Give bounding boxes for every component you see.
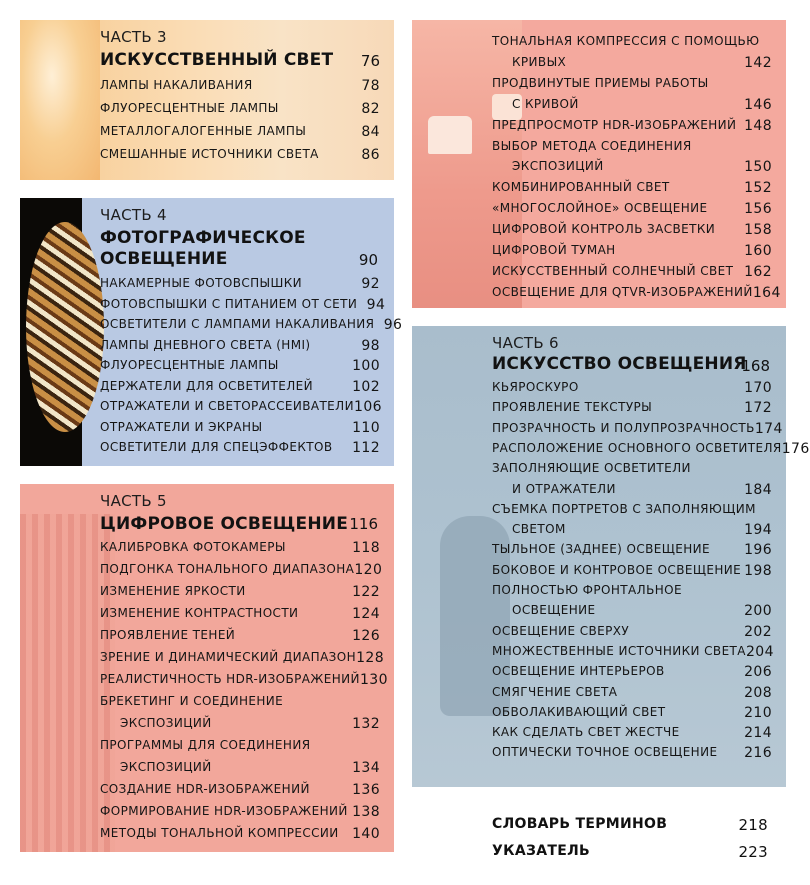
lamp-shade xyxy=(428,116,472,154)
toc-entry-page: 78 xyxy=(361,78,380,94)
part5-page: 116 xyxy=(349,515,378,533)
toc-entry-page: 206 xyxy=(744,664,772,681)
toc-entry-page: 126 xyxy=(352,628,380,644)
toc-entry-page: 92 xyxy=(361,276,380,292)
toc-entry-label: ОПТИЧЕСКИ ТОЧНОЕ ОСВЕЩЕНИЕ xyxy=(492,745,718,760)
toc-entry-page xyxy=(352,694,380,708)
part4-panel xyxy=(20,198,403,466)
toc-entry xyxy=(492,745,772,761)
part6-label: ЧАСТЬ 6 xyxy=(492,334,559,352)
toc-entry xyxy=(100,420,380,436)
toc-entry xyxy=(100,628,380,644)
backmatter-entry xyxy=(492,816,768,834)
part4-title-line1: ФОТОГРАФИЧЕСКОЕ xyxy=(100,228,306,248)
toc-entry-page: 196 xyxy=(744,542,772,559)
toc-entry xyxy=(492,725,772,741)
toc-entry-label: СЪЕМКА ПОРТРЕТОВ С ЗАПОЛНЯЮЩИМ xyxy=(492,501,756,516)
toc-entry-label: ФОТОВСПЫШКИ С ПИТАНИЕМ ОТ СЕТИ xyxy=(100,296,358,311)
toc-entry-page: 130 xyxy=(359,672,388,688)
toc-entry-page: 156 xyxy=(744,201,772,218)
toc-entry-page: 142 xyxy=(744,54,772,71)
toc-entry-page xyxy=(744,461,772,475)
toc-entry-label: ВЫБОР МЕТОДА СОЕДИНЕНИЯ xyxy=(492,138,692,153)
toc-entry xyxy=(492,624,772,640)
toc-entry-page: 210 xyxy=(744,704,772,721)
toc-entry-page: 128 xyxy=(356,650,385,666)
toc-entry-page: 174 xyxy=(754,420,783,437)
toc-entry-page: 138 xyxy=(352,804,380,820)
toc-entry xyxy=(492,97,772,113)
toc-entry-page: 214 xyxy=(744,725,772,742)
toc-entry-label: ЛАМПЫ НАКАЛИВАНИЯ xyxy=(100,78,253,92)
toc-entry-label: ЭКСПОЗИЦИЙ xyxy=(120,760,212,774)
toc-entry xyxy=(100,399,380,415)
toc-entry xyxy=(492,400,772,416)
part3-page: 76 xyxy=(360,52,380,70)
toc-entry-page: 132 xyxy=(352,716,380,732)
toc-entry-page: 150 xyxy=(744,159,772,176)
toc-entry-page: 198 xyxy=(744,562,772,579)
part6-panel xyxy=(412,326,810,787)
toc-entry xyxy=(492,705,772,721)
toc-entry-label: ОТРАЖАТЕЛИ И ЭКРАНЫ xyxy=(100,419,263,434)
toc-entry xyxy=(100,760,380,776)
toc-entry xyxy=(492,180,772,196)
toc-entry xyxy=(100,101,380,117)
toc-entry-page: 98 xyxy=(361,337,380,354)
toc-entry-page: 200 xyxy=(744,603,772,620)
toc-entry-label: СОЗДАНИЕ HDR-ИЗОБРАЖЕНИЙ xyxy=(100,782,310,796)
toc-entry-label: БРЕКЕТИНГ И СОЕДИНЕНИЕ xyxy=(100,694,284,708)
toc-entry-label: МЕТОДЫ ТОНАЛЬНОЙ КОМПРЕССИИ xyxy=(100,826,339,840)
part4-title-line2: ОСВЕЩЕНИЕ xyxy=(100,249,228,269)
toc-entry-label: ОСВЕТИТЕЛИ С ЛАМПАМИ НАКАЛИВАНИЯ xyxy=(100,317,375,331)
part5-panel xyxy=(20,484,394,852)
toc-entry-page: 148 xyxy=(744,117,772,134)
toc-entry-label: СМЯГЧЕНИЕ СВЕТА xyxy=(492,684,618,699)
toc-entry-label: ЗАПОЛНЯЮЩИЕ ОСВЕТИТЕЛИ xyxy=(492,461,691,476)
toc-entry xyxy=(492,380,772,396)
toc-entry xyxy=(100,672,388,688)
toc-entry-page: 140 xyxy=(352,826,380,842)
toc-entry-label: ФЛУОРЕСЦЕНТНЫЕ ЛАМПЫ xyxy=(100,101,279,115)
toc-entry-label: «МНОГОСЛОЙНОЕ» ОСВЕЩЕНИЕ xyxy=(492,201,708,216)
toc-entry xyxy=(100,296,386,313)
toc-entry-page: 172 xyxy=(744,400,772,417)
toc-entry-label: ОБВОЛАКИВАЮЩИЙ СВЕТ xyxy=(492,704,666,719)
toc-entry xyxy=(492,583,772,597)
toc-entry-label: РЕАЛИСТИЧНОСТЬ HDR-ИЗОБРАЖЕНИЙ xyxy=(100,672,360,686)
toc-entry-label: ФОРМИРОВАНИЕ HDR-ИЗОБРАЖЕНИЙ xyxy=(100,804,348,818)
toc-entry xyxy=(492,139,772,153)
toc-entry-page: 118 xyxy=(352,540,380,556)
toc-entry xyxy=(492,603,772,619)
toc-entry-label: ОСВЕЩЕНИЕ xyxy=(512,603,596,618)
part6-page: 168 xyxy=(741,357,770,375)
toc-entry-page: 146 xyxy=(744,96,772,113)
part3-lamp-photo xyxy=(20,20,100,180)
toc-entry xyxy=(492,461,772,475)
toc-entry-label: КАК СДЕЛАТЬ СВЕТ ЖЕСТЧЕ xyxy=(492,725,680,740)
toc-entry-page: 124 xyxy=(352,606,380,622)
toc-entry-label: ПРОЗРАЧНОСТЬ И ПОЛУПРОЗРАЧНОСТЬ xyxy=(492,420,755,435)
part4-label: ЧАСТЬ 4 xyxy=(100,206,167,224)
toc-entry-label: СМЕШАННЫЕ ИСТОЧНИКИ СВЕТА xyxy=(100,147,319,161)
toc-entry-page: 204 xyxy=(745,643,774,660)
toc-entry-label: ПРОДВИНУТЫЕ ПРИЕМЫ РАБОТЫ xyxy=(492,75,709,90)
toc-entry xyxy=(100,782,380,798)
backmatter-page: 218 xyxy=(738,816,768,834)
toc-entry-label: ИЗМЕНЕНИЕ ЯРКОСТИ xyxy=(100,584,246,598)
backmatter-page: 223 xyxy=(738,843,768,861)
toc-entry-page: 176 xyxy=(781,440,810,457)
toc-entry-label: ФЛУОРЕСЦЕНТНЫЕ ЛАМПЫ xyxy=(100,358,279,372)
toc-entry xyxy=(100,540,380,556)
toc-entry-page: 194 xyxy=(744,522,772,539)
toc-entry xyxy=(100,606,380,622)
toc-entry xyxy=(492,55,772,71)
toc-entry xyxy=(100,440,380,456)
toc-entry-label: ЛАМПЫ ДНЕВНОГО СВЕТА (HMI) xyxy=(100,337,311,352)
toc-entry-page: 82 xyxy=(361,101,380,117)
toc-entry xyxy=(492,542,772,558)
toc-entry-page: 208 xyxy=(744,684,772,701)
toc-entry-label: БОКОВОЕ И КОНТРОВОЕ ОСВЕЩЕНИЕ xyxy=(492,562,742,577)
toc-entry-label: ТОНАЛЬНАЯ КОМПРЕССИЯ С ПОМОЩЬЮ xyxy=(492,34,760,48)
toc-entry xyxy=(492,222,772,238)
toc-entry xyxy=(492,522,772,538)
toc-entry xyxy=(100,124,380,140)
toc-entry-page: 134 xyxy=(352,760,380,776)
toc-entry-page: 162 xyxy=(744,263,772,280)
toc-entry-label: ИСКУССТВЕННЫЙ СОЛНЕЧНЫЙ СВЕТ xyxy=(492,263,734,278)
toc-entry-page: 100 xyxy=(352,358,380,374)
toc-entry-page: 158 xyxy=(744,222,772,239)
toc-entry-label: ОСВЕТИТЕЛИ ДЛЯ СПЕЦЭФФЕКТОВ xyxy=(100,440,333,454)
toc-entry xyxy=(492,420,783,437)
toc-entry-page: 202 xyxy=(744,623,772,640)
toc-entry xyxy=(100,78,380,94)
toc-entry-label: И ОТРАЖАТЕЛИ xyxy=(512,481,616,496)
toc-entry xyxy=(100,317,403,333)
toc-entry xyxy=(492,563,772,579)
toc-entry-label: КРИВЫХ xyxy=(512,54,567,69)
toc-entry-label: ЦИФРОВОЙ ТУМАН xyxy=(492,243,616,257)
backmatter-label: СЛОВАРЬ ТЕРМИНОВ xyxy=(492,816,668,832)
toc-entry-page: 110 xyxy=(352,419,380,436)
toc-entry-page: 94 xyxy=(366,296,386,313)
toc-entry xyxy=(100,358,380,374)
toc-entry xyxy=(100,694,380,708)
toc-entry-page: 96 xyxy=(383,317,403,333)
part3-title: ИСКУССТВЕННЫЙ СВЕТ xyxy=(100,50,334,70)
toc-entry-label: ПОЛНОСТЬЮ ФРОНТАЛЬНОЕ xyxy=(492,583,682,597)
toc-entry-label: КАЛИБРОВКА ФОТОКАМЕРЫ xyxy=(100,540,286,554)
toc-entry xyxy=(492,76,772,90)
toc-entry xyxy=(100,338,380,354)
toc-entry-page: 160 xyxy=(744,243,772,259)
toc-entry xyxy=(100,147,380,163)
toc-entry-label: ПОДГОНКА ТОНАЛЬНОГО ДИАПАЗОНА xyxy=(100,562,355,576)
toc-entry-label: ПРОЯВЛЕНИЕ ТЕКСТУРЫ xyxy=(492,400,653,415)
toc-entry xyxy=(100,276,380,292)
toc-entry-page: 120 xyxy=(354,562,383,578)
toc-entry-label: ПРЕДПРОСМОТР HDR-ИЗОБРАЖЕНИЙ xyxy=(492,117,737,132)
toc-entry xyxy=(492,159,772,175)
backmatter-entry xyxy=(492,843,768,861)
toc-entry xyxy=(492,482,772,498)
toc-entry xyxy=(100,826,380,842)
part5-continued-panel xyxy=(412,20,786,308)
toc-entry-page: 152 xyxy=(744,180,772,197)
toc-entry-page: 86 xyxy=(361,147,380,163)
toc-entry xyxy=(492,440,810,457)
toc-entry xyxy=(100,650,385,666)
toc-entry-label: ИЗМЕНЕНИЕ КОНТРАСТНОСТИ xyxy=(100,606,299,620)
shell-photo xyxy=(26,222,104,432)
toc-entry-label: ОСВЕЩЕНИЕ ДЛЯ QTVR-ИЗОБРАЖЕНИЙ xyxy=(492,284,753,299)
toc-entry-page: 106 xyxy=(354,399,382,415)
part3-panel xyxy=(20,20,394,180)
toc-entry xyxy=(492,264,772,280)
toc-entry xyxy=(492,644,772,660)
part4-page: 90 xyxy=(358,251,378,269)
toc-entry-label: ЭКСПОЗИЦИЙ xyxy=(512,159,604,174)
toc-entry-page: 170 xyxy=(744,380,772,396)
toc-entry xyxy=(100,584,380,600)
toc-entry-label: ЦИФРОВОЙ КОНТРОЛЬ ЗАСВЕТКИ xyxy=(492,222,716,237)
part5-label: ЧАСТЬ 5 xyxy=(100,492,167,510)
toc-entry-page xyxy=(744,583,772,597)
toc-entry-page: 216 xyxy=(744,745,772,762)
toc-entry-page xyxy=(759,34,787,48)
toc-entry-page xyxy=(756,502,784,516)
toc-entry xyxy=(100,716,380,732)
toc-entry-label: ОТРАЖАТЕЛИ И СВЕТОРАССЕИВАТЕЛИ xyxy=(100,399,354,413)
toc-entry xyxy=(100,379,380,395)
toc-entry xyxy=(492,284,781,301)
toc-entry xyxy=(492,201,772,217)
toc-entry-label: ПРОЯВЛЕНИЕ ТЕНЕЙ xyxy=(100,628,236,642)
toc-entry-label: КОМБИНИРОВАННЫЙ СВЕТ xyxy=(492,180,670,195)
toc-entry xyxy=(492,34,772,48)
part6-title: ИСКУССТВО ОСВЕЩЕНИЯ xyxy=(492,354,747,374)
toc-entry xyxy=(492,243,772,259)
toc-entry xyxy=(492,685,772,701)
toc-entry xyxy=(492,502,772,516)
toc-entry-page xyxy=(352,738,380,752)
toc-entry-page: 164 xyxy=(752,284,781,301)
toc-entry-label: ТЫЛЬНОЕ (ЗАДНЕЕ) ОСВЕЩЕНИЕ xyxy=(492,542,711,557)
toc-entry-page: 102 xyxy=(352,378,380,395)
toc-entry-page: 112 xyxy=(352,440,380,456)
toc-entry xyxy=(100,562,383,578)
toc-entry-page xyxy=(744,139,772,153)
toc-entry xyxy=(100,804,380,820)
toc-entry-label: КЬЯРОСКУРО xyxy=(492,380,579,394)
toc-entry-label: ОСВЕЩЕНИЕ СВЕРХУ xyxy=(492,623,630,638)
part5-title: ЦИФРОВОЕ ОСВЕЩЕНИЕ xyxy=(100,514,349,534)
toc-entry-label: ДЕРЖАТЕЛИ ДЛЯ ОСВЕТИТЕЛЕЙ xyxy=(100,378,314,393)
toc-entry-page: 184 xyxy=(744,481,772,498)
toc-entry-label: С КРИВОЙ xyxy=(512,96,579,111)
toc-entry-label: РАСПОЛОЖЕНИЕ ОСНОВНОГО ОСВЕТИТЕЛЯ xyxy=(492,440,782,455)
toc-entry-label: СВЕТОМ xyxy=(512,522,566,537)
toc-entry xyxy=(492,118,772,134)
toc-entry-page: 84 xyxy=(361,124,380,140)
toc-entry-page: 136 xyxy=(352,782,380,798)
toc-entry-label: ОСВЕЩЕНИЕ ИНТЕРЬЕРОВ xyxy=(492,664,665,679)
toc-entry xyxy=(100,738,380,752)
toc-entry xyxy=(492,664,772,680)
toc-entry-page: 122 xyxy=(352,584,380,600)
backmatter-label: УКАЗАТЕЛЬ xyxy=(492,843,590,859)
toc-entry-label: ЭКСПОЗИЦИЙ xyxy=(120,716,212,730)
toc-entry-label: МНОЖЕСТВЕННЫЕ ИСТОЧНИКИ СВЕТА xyxy=(492,643,746,658)
toc-entry-label: НАКАМЕРНЫЕ ФОТОВСПЫШКИ xyxy=(100,276,303,290)
toc-entry-label: ПРОГРАММЫ ДЛЯ СОЕДИНЕНИЯ xyxy=(100,738,311,752)
part3-label: ЧАСТЬ 3 xyxy=(100,28,167,46)
toc-entry-page xyxy=(744,76,772,90)
toc-entry-label: ЗРЕНИЕ И ДИНАМИЧЕСКИЙ ДИАПАЗОН xyxy=(100,650,357,664)
toc-entry-label: МЕТАЛЛОГАЛОГЕННЫЕ ЛАМПЫ xyxy=(100,124,307,138)
